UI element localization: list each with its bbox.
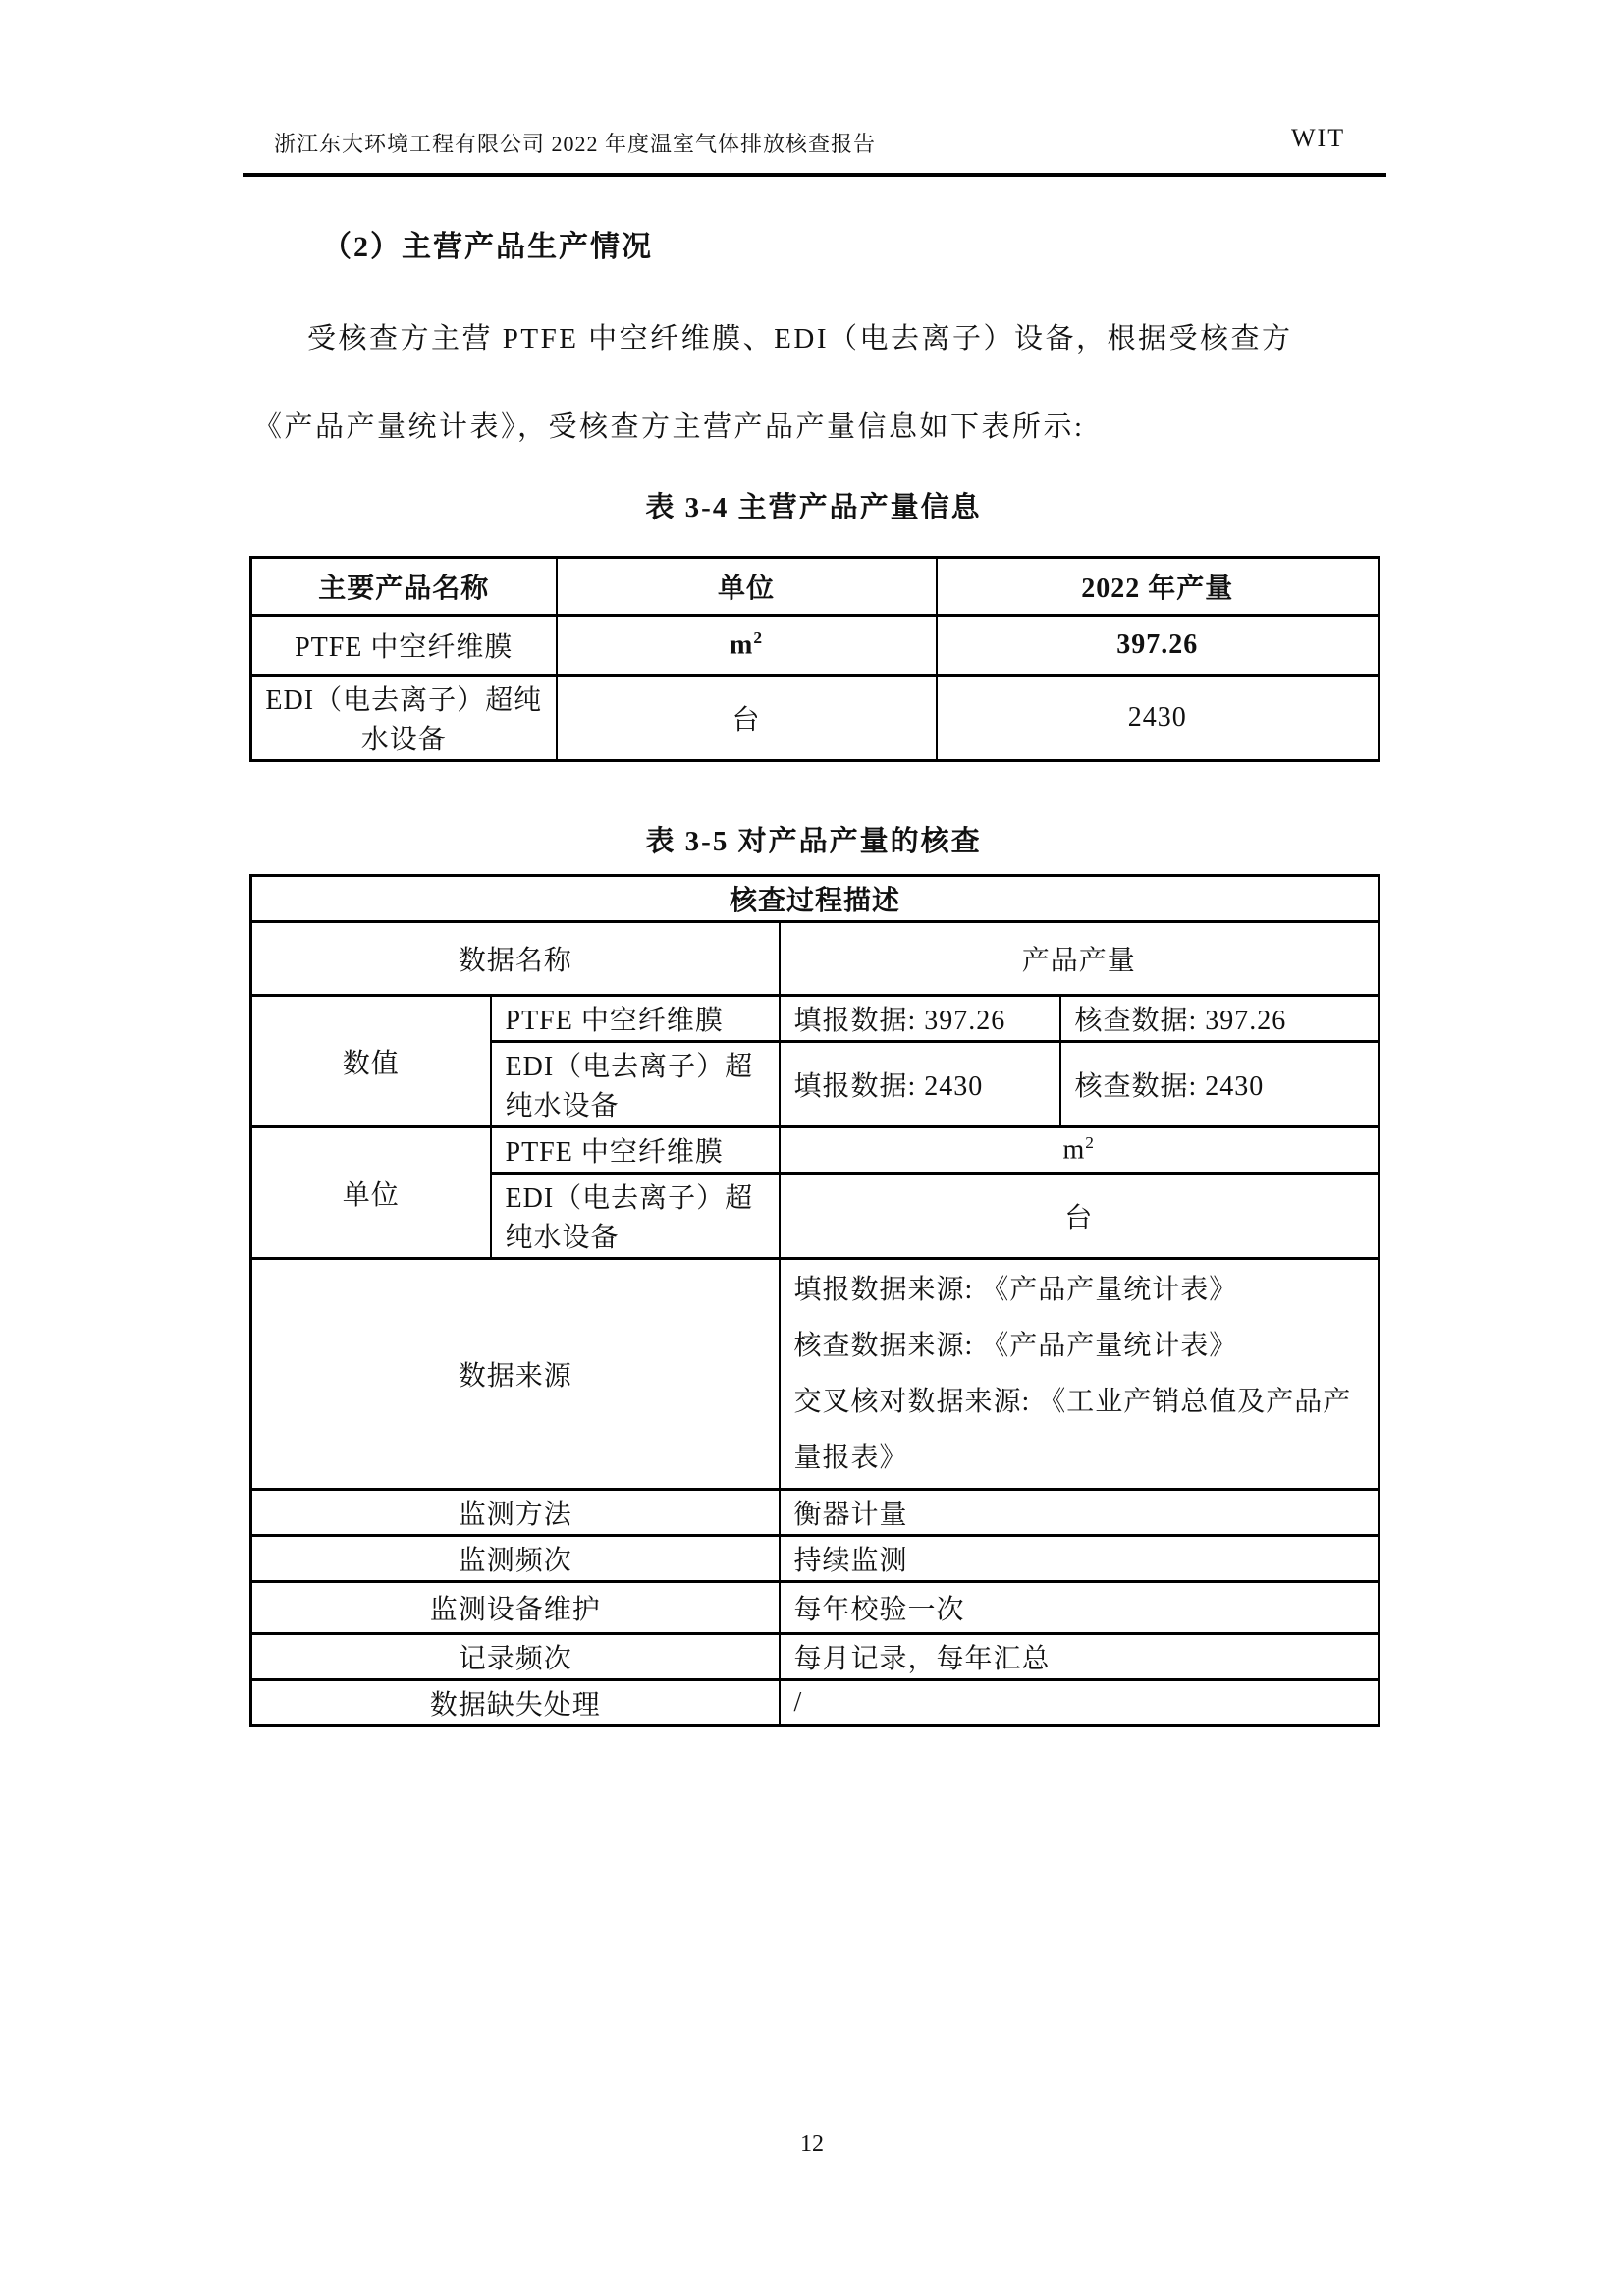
missing-data-value: / [780, 1680, 1380, 1726]
product-name: EDI（电去离子）超纯水设备 [251, 676, 557, 761]
unit-base: m [1062, 1134, 1086, 1166]
unit-value-1 [780, 1127, 1380, 1174]
monitoring-method-value: 衡器计量 [780, 1490, 1380, 1536]
monitoring-frequency-label: 监测频次 [251, 1536, 780, 1582]
numeric-product-1: PTFE 中空纤维膜 [491, 996, 780, 1042]
page-number: 12 [800, 2131, 824, 2157]
table-row [251, 558, 1380, 616]
paragraph-line-2: 《产品产量统计表》，受核查方主营产品产量信息如下表所示: [253, 411, 1085, 443]
source-line-2: 核查数据来源: 《产品产量统计表》 [793, 1331, 1238, 1361]
record-frequency-value: 每月记录，每年汇总 [780, 1634, 1380, 1680]
table-row [251, 1127, 1380, 1174]
numeric-label: 数值 [251, 996, 491, 1127]
data-name-value: 产品产量 [780, 922, 1380, 996]
equipment-maintenance-value: 每年校验一次 [780, 1582, 1380, 1634]
table-row [251, 1259, 1380, 1490]
table-row [251, 616, 1380, 676]
record-frequency-label: 记录频次 [251, 1634, 780, 1680]
numeric-verified-2: 核查数据: 2430 [1060, 1042, 1380, 1127]
header-title: 浙江东大环境工程有限公司 2022 年度温室气体排放核查报告 [274, 132, 877, 156]
data-source-label: 数据来源 [251, 1259, 780, 1490]
section-heading: （2）主营产品生产情况 [322, 231, 653, 263]
numeric-reported-1: 填报数据: 397.26 [780, 996, 1060, 1042]
unit-value-2 [780, 1174, 1380, 1259]
product-output: 397.26 [937, 616, 1380, 676]
missing-data-label: 数据缺失处理 [251, 1680, 780, 1726]
table-3-4 [249, 556, 1380, 762]
unit-product-1: PTFE 中空纤维膜 [491, 1127, 780, 1174]
table-3-4-caption: 表 3-4 主营产品产量信息 [645, 492, 982, 523]
product-name: PTFE 中空纤维膜 [251, 616, 557, 676]
unit-superscript: 2 [753, 629, 763, 648]
product-output: 2430 [937, 676, 1380, 761]
table-row [251, 1490, 1380, 1536]
source-line-4: 量报表》 [793, 1443, 908, 1473]
numeric-verified-1: 核查数据: 397.26 [1060, 996, 1380, 1042]
table-row [251, 676, 1380, 761]
paragraph-line-1: 受核查方主营 PTFE 中空纤维膜、EDI（电去离子）设备，根据受核查方 [307, 323, 1293, 355]
table-row [251, 1680, 1380, 1726]
col-header-product: 主要产品名称 [251, 558, 557, 616]
equipment-maintenance-label: 监测设备维护 [251, 1582, 780, 1634]
unit-base: m [729, 629, 754, 661]
numeric-reported-2: 填报数据: 2430 [780, 1042, 1060, 1127]
process-description-header: 核查过程描述 [251, 876, 1380, 922]
unit-superscript: 2 [1085, 1133, 1095, 1153]
monitoring-frequency-value: 持续监测 [780, 1536, 1380, 1582]
header-right-mark: WIT [1291, 124, 1346, 152]
header-rule [243, 173, 1386, 177]
table-row [251, 1536, 1380, 1582]
col-header-unit: 单位 [557, 558, 937, 616]
unit-label: 单位 [251, 1127, 491, 1259]
unit-base: 台 [731, 705, 761, 736]
product-unit [557, 616, 937, 676]
product-unit [557, 676, 937, 761]
unit-product-2: EDI（电去离子）超纯水设备 [491, 1174, 780, 1259]
table-row [251, 996, 1380, 1042]
numeric-product-2: EDI（电去离子）超纯水设备 [491, 1042, 780, 1127]
source-line-1: 填报数据来源: 《产品产量统计表》 [793, 1275, 1238, 1305]
table-row [251, 1634, 1380, 1680]
table-3-5 [249, 874, 1380, 1727]
monitoring-method-label: 监测方法 [251, 1490, 780, 1536]
data-name-label: 数据名称 [251, 922, 780, 996]
table-3-5-caption: 表 3-5 对产品产量的核查 [645, 826, 982, 857]
data-source-content [780, 1259, 1380, 1490]
table-row [251, 876, 1380, 922]
table-row [251, 1582, 1380, 1634]
table-row [251, 922, 1380, 996]
source-line-3: 交叉核对数据来源: 《工业产销总值及产品产 [793, 1387, 1352, 1417]
unit-base: 台 [1064, 1203, 1094, 1233]
col-header-output: 2022 年产量 [937, 558, 1380, 616]
